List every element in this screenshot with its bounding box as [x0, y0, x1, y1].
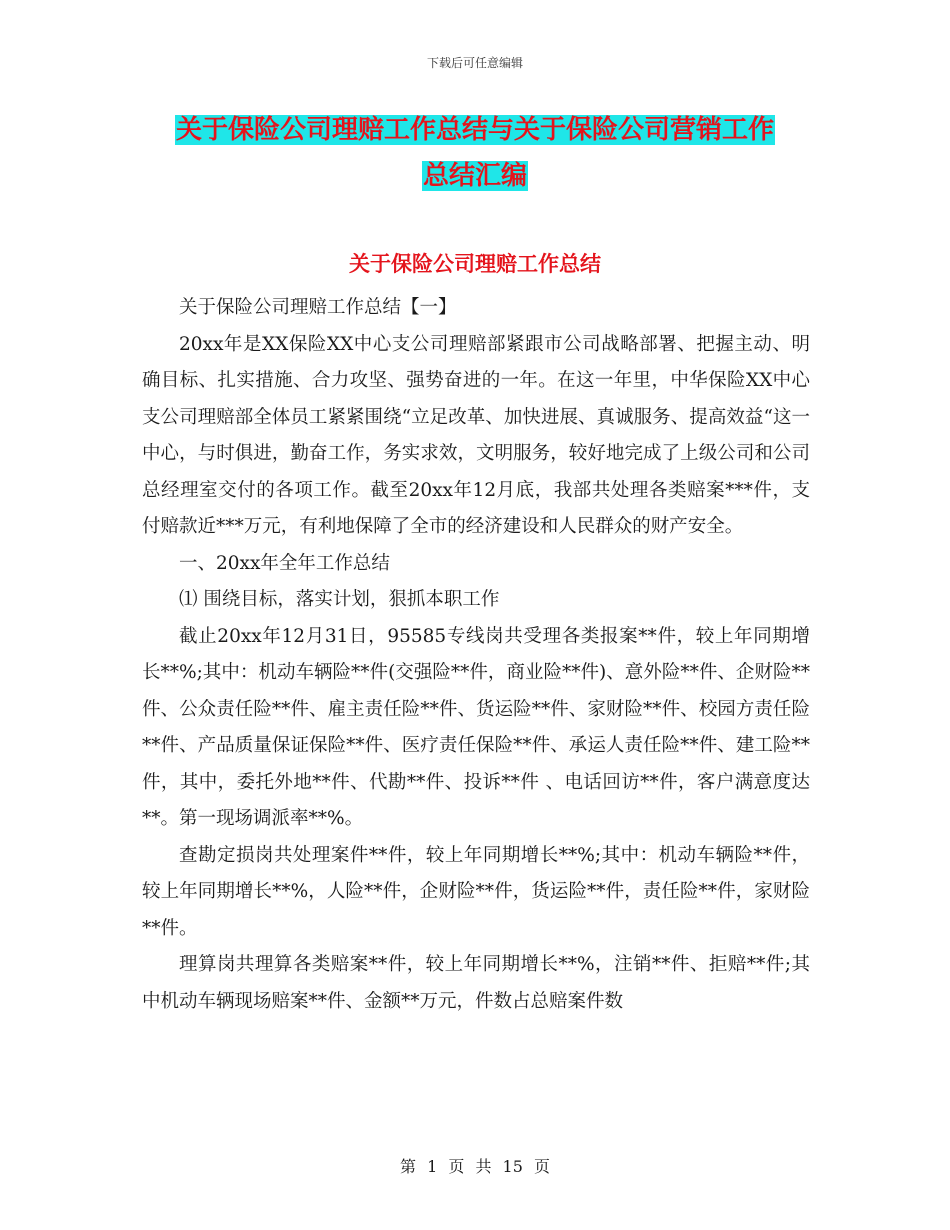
- page-footer: 第 1 页 共 15 页: [400, 1157, 550, 1176]
- document-body: [142, 290, 810, 1020]
- paragraph: 截止20xx年12月31日，95585专线岗共受理各类报案**件，较上年同期增长**%;其中：机动车辆险**件(交强险**件，商业险**件)、意外险**件、企财险**件、公众责任险**件、雇主责任险**件、货运险**件、家财险**件、校园方责任险**件、产品质量保证保险**件、医疗责任保险**件、承运人责任险**件、建工险**件，其中，委托外地**件、代勘**件、投诉**件 、电话回访**件，客户满意度达**。第一现场调派率**%。: [142, 625, 810, 829]
- paragraph: 关于保险公司理赔工作总结【一】: [179, 297, 457, 318]
- paragraph: ⑴ 围绕目标，落实计划，狠抓本职工作: [179, 589, 500, 610]
- paragraph: 20xx年是XX保险XX中心支公司理赔部紧跟市公司战略部署、把握主动、明确目标、扎实措施、合力攻坚、强势奋进的一年。在这一年里，中华保险XX中心支公司理赔部全体员工紧紧围绕“立足改革、加快进展、真诚服务、提高效益“这一中心，与时俱进，勤奋工作，务实求效，文明服务，较好地完成了上级公司和公司总经理室交付的各项工作。截至20xx年12月底，我部共处理各类赔案***件，支付赔款近***万元，有利地保障了全市的经济建设和人民群众的财产安全。: [142, 333, 810, 537]
- paragraph: 一、20xx年全年工作总结: [179, 552, 390, 574]
- section-title: 关于保险公司理赔工作总结: [349, 252, 601, 276]
- title-line-2: 总结汇编: [422, 161, 527, 191]
- document-title: [0, 110, 950, 196]
- title-line-1: 关于保险公司理赔工作总结与关于保险公司营销工作: [175, 115, 774, 145]
- paragraph: 查勘定损岗共处理案件**件，较上年同期增长**%;其中：机动车辆险**件，较上年同期增长**%，人险**件，企财险**件，货运险**件，责任险**件，家财险**件。: [142, 844, 810, 939]
- paragraph: 理算岗共理算各类赔案**件，较上年同期增长**%，注销**件、拒赔**件;其中机动车辆现场赔案**件、金额**万元，件数占总赔案件数: [142, 954, 810, 1012]
- page-header-note: 下载后可任意编辑: [426, 56, 523, 70]
